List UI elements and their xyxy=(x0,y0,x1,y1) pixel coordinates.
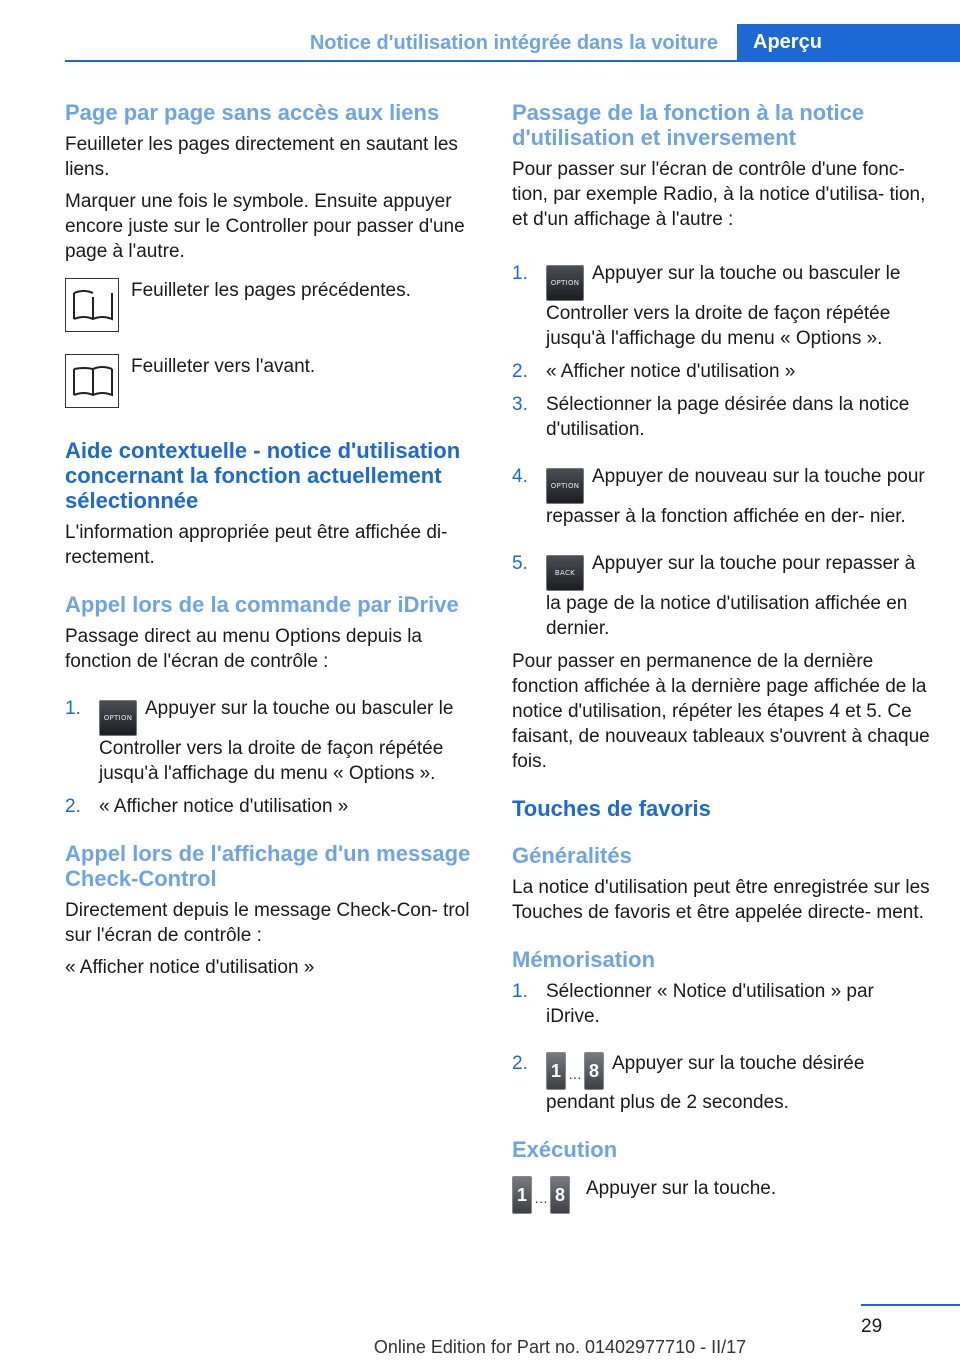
header-rule xyxy=(65,60,960,62)
step-text: Appuyer sur la touche désirée pendant plus de 2 secondes. xyxy=(546,1053,865,1113)
heading-page-by-page: Page par page sans accès aux liens xyxy=(65,100,440,125)
list-item xyxy=(512,359,930,384)
favorite-button-icon: 8 xyxy=(584,1052,604,1090)
heading-execution: Exécution xyxy=(512,1137,618,1162)
paragraph: Pour passer en permanence de la dernière fonction affichée à la dernière page affichée de la notice d'utilisation, répéter les étapes 4 et 5. Ce faisant, de nouveaux tableaux s'ouvrent à chaque fois. xyxy=(512,651,930,772)
favorite-button-icon: 8 xyxy=(550,1176,570,1214)
list-item xyxy=(512,979,930,1029)
list-item xyxy=(512,392,930,442)
paragraph: Directement depuis le message Check-Con- trol sur l'écran de contrôle : xyxy=(65,900,470,946)
favorite-button-icon: 1 xyxy=(546,1052,566,1090)
heading-contextual-help: Aide contextuelle - notice d'utilisation concernant la fonction actuellement sélectionnée xyxy=(65,438,461,513)
step-number: 2. xyxy=(512,361,528,382)
heading-check-control: Appel lors de l'affichage d'un message Check-Control xyxy=(65,841,471,891)
step-number: 2. xyxy=(512,1053,528,1074)
step-number: 1. xyxy=(512,981,528,1002)
header-tab: Aperçu xyxy=(737,24,960,61)
step-text: Appuyer de nouveau sur la touche pour repasser à la fonction affichée en der- nier. xyxy=(546,466,925,527)
ellipsis: … xyxy=(534,1190,548,1206)
list-item xyxy=(65,696,483,786)
memorize-steps-list xyxy=(512,979,930,1115)
step-number: 5. xyxy=(512,553,528,574)
paragraph: La notice d'utilisation peut être enregistrée sur les Touches de favoris et être appelée directe- ment. xyxy=(512,877,930,923)
steps-list xyxy=(65,696,483,819)
step-text: Appuyer sur la touche ou basculer le Controller vers la droite de façon répétée jusqu'à l'affichage du menu « Options ». xyxy=(99,698,454,784)
right-column xyxy=(512,100,930,1224)
heading-switch-function: Passage de la fonction à la notice d'utilisation et inversement xyxy=(512,100,865,150)
left-column xyxy=(65,100,483,980)
paragraph: L'information appropriée peut être affichée di- rectement. xyxy=(65,522,448,568)
step-text: Appuyer sur la touche pour repasser à la page de la notice d'utilisation affichée en dernier. xyxy=(546,553,916,639)
list-item xyxy=(512,464,930,529)
step-text: « Afficher notice d'utilisation » xyxy=(546,361,796,382)
list-item xyxy=(512,261,930,351)
paragraph: Passage direct au menu Options depuis la fonction de l'écran de contrôle : xyxy=(65,626,422,672)
book-forward-icon xyxy=(65,354,119,408)
step-number: 2. xyxy=(65,796,81,817)
paragraph: Feuilleter les pages directement en sautant les liens. xyxy=(65,134,458,180)
icon-row-forward xyxy=(65,354,483,416)
step-number: 3. xyxy=(512,394,528,415)
list-item xyxy=(512,1051,930,1115)
execution-row xyxy=(512,1176,930,1224)
icon-row-back xyxy=(65,278,483,340)
step-text: « Afficher notice d'utilisation » xyxy=(99,796,349,817)
step-text: Appuyer sur la touche ou basculer le Controller vers la droite de façon répétée jusqu'à l'affichage du menu « Options ». xyxy=(546,263,901,349)
option-button-icon: OPTION xyxy=(99,700,137,736)
paragraph: « Afficher notice d'utilisation » xyxy=(65,957,315,978)
heading-idrive: Appel lors de la commande par iDrive xyxy=(65,592,459,617)
execution-text: Appuyer sur la touche. xyxy=(586,1178,777,1199)
step-text: Sélectionner « Notice d'utilisation » par iDrive. xyxy=(546,981,874,1027)
favorite-button-icon: 1 xyxy=(512,1176,532,1214)
back-button-icon: BACK xyxy=(546,555,584,591)
step-text: Sélectionner la page désirée dans la notice d'utilisation. xyxy=(546,394,910,440)
step-number: 1. xyxy=(512,263,528,284)
favorite-buttons xyxy=(512,1176,570,1214)
list-item xyxy=(65,794,483,819)
step-number: 1. xyxy=(65,698,81,719)
step-number: 4. xyxy=(512,466,528,487)
icon-label: Feuilleter les pages précédentes. xyxy=(131,280,411,301)
heading-memorize: Mémorisation xyxy=(512,947,656,972)
paragraph: Marquer une fois le symbole. Ensuite appuyer encore juste sur le Controller pour passer d'une page à l'autre. xyxy=(65,191,465,262)
page-number: 29 xyxy=(861,1316,883,1337)
edition-line: Online Edition for Part no. 01402977710 - II/17 xyxy=(373,1337,747,1357)
heading-general: Généralités xyxy=(512,843,632,868)
option-button-icon: OPTION xyxy=(546,265,584,301)
list-item xyxy=(512,551,930,641)
steps-list xyxy=(512,261,930,641)
paragraph: Pour passer sur l'écran de contrôle d'une fonc- tion, par exemple Radio, à la notice d'utilisa- tion, et d'un affichage à l'autre : xyxy=(512,159,926,230)
ellipsis: … xyxy=(568,1066,582,1082)
footer-rule xyxy=(861,1304,960,1306)
header-section-title: Notice d'utilisation intégrée dans la voiture xyxy=(309,32,718,54)
icon-label: Feuilleter vers l'avant. xyxy=(131,356,316,377)
book-back-icon xyxy=(65,278,119,332)
heading-favorites: Touches de favoris xyxy=(512,796,711,821)
option-button-icon: OPTION xyxy=(546,468,584,504)
